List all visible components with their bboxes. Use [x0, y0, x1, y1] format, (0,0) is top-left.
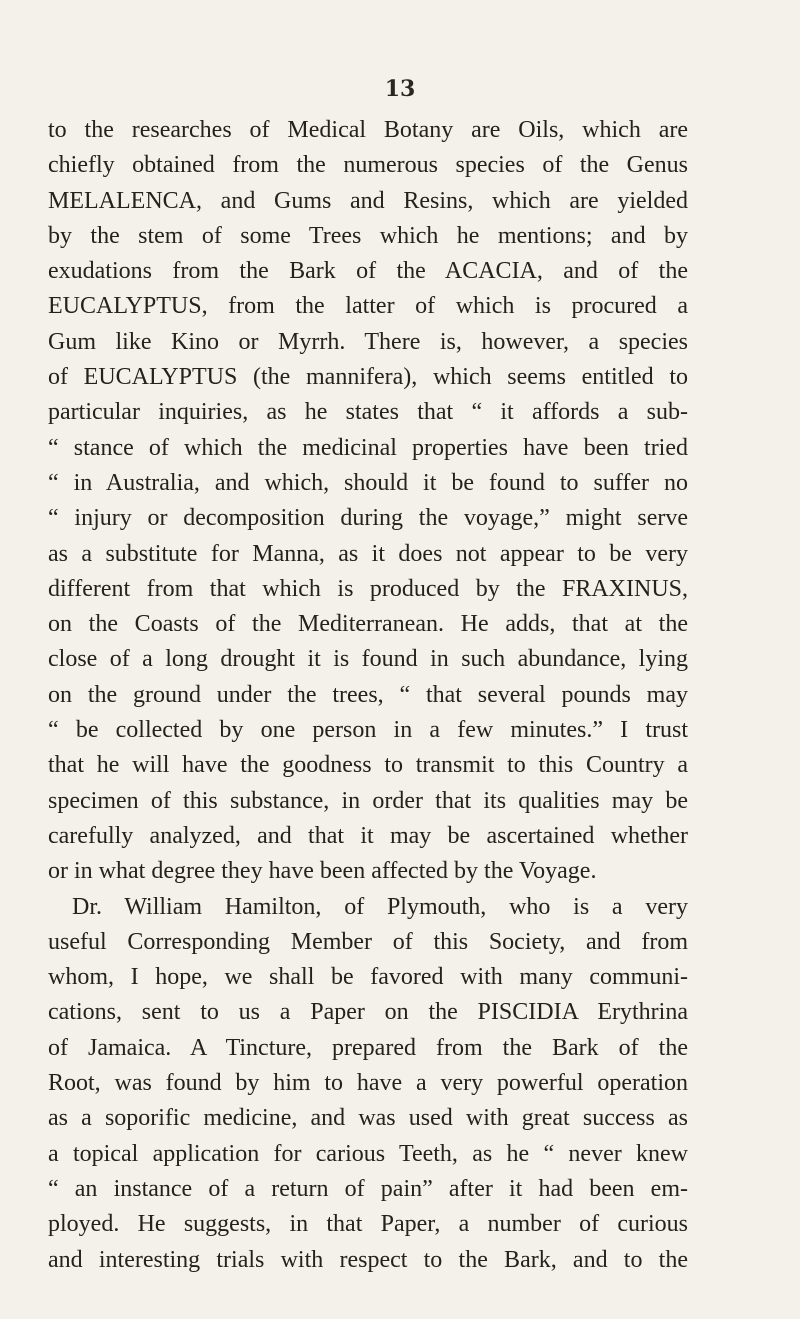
text-line: MELALENCA, and Gums and Resins, which are yielded [48, 187, 688, 214]
body-text [48, 113, 688, 1278]
text-line: chiefly obtained from the numerous species of the Genus [48, 152, 688, 179]
text-line: carefully analyzed, and that it may be ascertained whether [48, 822, 688, 849]
page-number: 13 [384, 76, 416, 102]
text-line: as a substitute for Manna, as it does not appear to be very [48, 540, 688, 567]
text-line: cations, sent to us a Paper on the PISCIDIA Erythrina [48, 999, 688, 1026]
text-line: Root, was found by him to have a very powerful operation [48, 1070, 688, 1097]
text-line: different from that which is produced by the FRAXINUS, [48, 575, 688, 602]
text-line: particular inquiries, as he states that “ it affords a sub- [48, 399, 688, 426]
text-line: Gum like Kino or Myrrh. There is, however, a species [48, 328, 688, 355]
text-line: and interesting trials with respect to the Bark, and to the [48, 1246, 688, 1273]
text-line: “ injury or decomposition during the voyage,” might serve [48, 505, 688, 532]
text-line: EUCALYPTUS, from the latter of which is procured a [48, 293, 688, 320]
text-line: whom, I hope, we shall be favored with many communi- [48, 964, 688, 991]
text-line: on the Coasts of the Mediterranean. He adds, that at the [48, 611, 688, 638]
text-line: of EUCALYPTUS (the mannifera), which seems entitled to [48, 364, 688, 391]
text-line: useful Corresponding Member of this Society, and from [48, 928, 688, 955]
text-line: by the stem of some Trees which he mentions; and by [48, 222, 688, 249]
text-line: to the researches of Medical Botany are Oils, which are [48, 117, 688, 143]
text-line: ployed. He suggests, in that Paper, a number of curious [48, 1211, 688, 1238]
text-line: as a soporific medicine, and was used with great success as [48, 1105, 688, 1132]
text-line: on the ground under the trees, “ that several pounds may [48, 681, 688, 708]
text-line: of Jamaica. A Tincture, prepared from the Bark of the [48, 1034, 688, 1061]
text-line: Dr. William Hamilton, of Plymouth, who is a very [72, 893, 688, 920]
text-line: a topical application for carious Teeth, as he “ never knew [48, 1140, 688, 1167]
text-line: “ an instance of a return of pain” after it had been em- [48, 1175, 688, 1202]
text-line: or in what degree they have been affected by the Voyage. [48, 858, 597, 885]
text-line: “ stance of which the medicinal properties have been tried [48, 434, 688, 461]
text-line: exudations from the Bark of the ACACIA, and of the [48, 258, 688, 285]
text-line: that he will have the goodness to transmit to this Country a [48, 752, 688, 779]
text-line: “ in Australia, and which, should it be found to suffer no [48, 469, 688, 496]
text-line: “ be collected by one person in a few minutes.” I trust [48, 717, 688, 744]
text-line: close of a long drought it is found in such abundance, lying [48, 646, 688, 673]
text-line: specimen of this substance, in order that its qualities may be [48, 787, 688, 814]
